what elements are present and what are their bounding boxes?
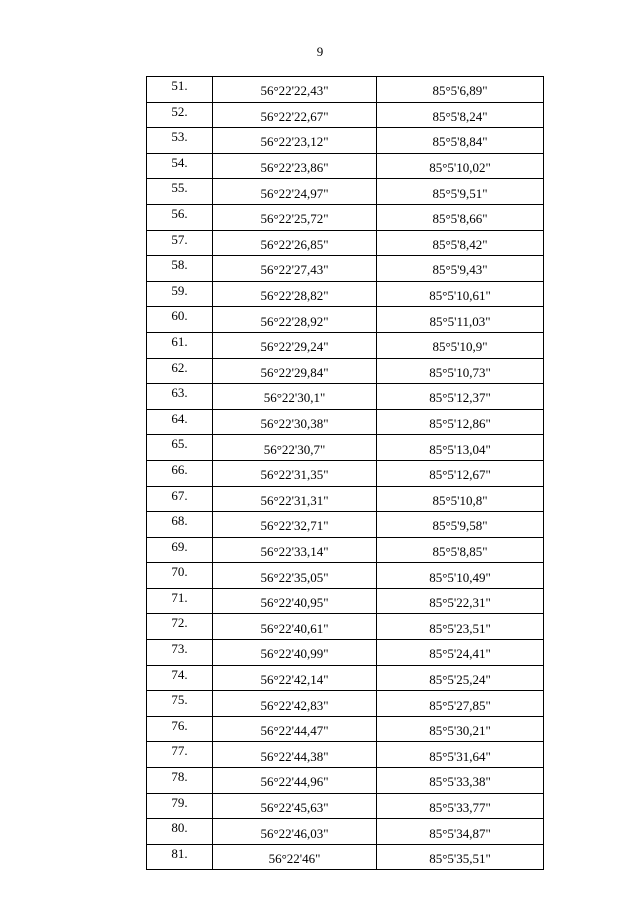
point-number: 79. xyxy=(147,793,213,819)
point-number: 76. xyxy=(147,716,213,742)
longitude-cell xyxy=(377,332,544,358)
latitude-value: 56°22'24,97" xyxy=(260,185,329,201)
longitude-cell xyxy=(377,844,544,870)
page-number: 9 xyxy=(316,44,324,59)
longitude-value: 85°5'13,04" xyxy=(429,441,491,457)
latitude-value: 56°22'22,67" xyxy=(260,108,329,124)
latitude-cell xyxy=(213,204,377,230)
latitude-value: 56°22'30,1" xyxy=(263,390,326,406)
table-row xyxy=(147,742,544,768)
latitude-cell xyxy=(213,614,377,640)
latitude-cell xyxy=(213,460,377,486)
longitude-cell xyxy=(377,179,544,205)
longitude-cell xyxy=(377,409,544,435)
longitude-cell xyxy=(377,512,544,538)
longitude-value: 85°5'10,49" xyxy=(429,569,491,585)
latitude-value: 56°22'26,85" xyxy=(260,236,329,252)
point-number: 74. xyxy=(147,665,213,691)
latitude-cell xyxy=(213,793,377,819)
latitude-value: 56°22'29,84" xyxy=(260,364,329,380)
latitude-cell xyxy=(213,537,377,563)
longitude-value: 85°5'9,43" xyxy=(432,262,488,278)
longitude-value: 85°5'8,24" xyxy=(432,108,488,124)
point-number: 73. xyxy=(147,640,213,666)
latitude-value: 56°22'44,47" xyxy=(260,723,329,739)
longitude-value: 85°5'11,03" xyxy=(429,313,491,329)
longitude-value: 85°5'8,85" xyxy=(432,543,488,559)
table-row xyxy=(147,128,544,154)
latitude-value: 56°22'23,12" xyxy=(260,134,329,150)
point-number: 69. xyxy=(147,537,213,563)
table-row xyxy=(147,537,544,563)
longitude-cell xyxy=(377,691,544,717)
latitude-value: 56°22'27,43" xyxy=(260,262,329,278)
latitude-cell xyxy=(213,640,377,666)
table-row xyxy=(147,665,544,691)
longitude-value: 85°5'22,31" xyxy=(429,595,491,611)
point-number: 52. xyxy=(147,102,213,128)
latitude-value: 56°22'46" xyxy=(268,851,321,867)
latitude-value: 56°22'40,61" xyxy=(260,620,329,636)
longitude-cell xyxy=(377,128,544,154)
point-number: 59. xyxy=(147,281,213,307)
latitude-cell xyxy=(213,435,377,461)
coordinates-table xyxy=(146,76,544,870)
longitude-cell xyxy=(377,665,544,691)
latitude-value: 56°22'25,72" xyxy=(260,211,329,227)
latitude-value: 56°22'35,05" xyxy=(260,569,329,585)
longitude-cell xyxy=(377,640,544,666)
longitude-cell xyxy=(377,793,544,819)
latitude-value: 56°22'31,35" xyxy=(260,467,329,483)
point-number: 78. xyxy=(147,768,213,794)
table-row xyxy=(147,179,544,205)
latitude-cell xyxy=(213,409,377,435)
latitude-value: 56°22'32,71" xyxy=(260,518,329,534)
point-number: 77. xyxy=(147,742,213,768)
table-row xyxy=(147,793,544,819)
latitude-value: 56°22'45,63" xyxy=(260,799,329,815)
longitude-value: 85°5'35,51" xyxy=(429,851,491,867)
longitude-cell xyxy=(377,384,544,410)
longitude-cell xyxy=(377,256,544,282)
table-row xyxy=(147,77,544,103)
latitude-cell xyxy=(213,153,377,179)
longitude-value: 85°5'10,02" xyxy=(429,160,491,176)
longitude-value: 85°5'12,67" xyxy=(429,467,491,483)
latitude-value: 56°22'42,14" xyxy=(260,671,329,687)
table-row xyxy=(147,230,544,256)
latitude-cell xyxy=(213,230,377,256)
point-number: 80. xyxy=(147,819,213,845)
point-number: 55. xyxy=(147,179,213,205)
latitude-cell xyxy=(213,665,377,691)
longitude-cell xyxy=(377,742,544,768)
latitude-cell xyxy=(213,77,377,103)
latitude-value: 56°22'23,86" xyxy=(260,160,329,176)
longitude-cell xyxy=(377,768,544,794)
table-row xyxy=(147,409,544,435)
point-number: 72. xyxy=(147,614,213,640)
longitude-cell xyxy=(377,486,544,512)
longitude-value: 85°5'10,9" xyxy=(432,339,488,355)
latitude-cell xyxy=(213,819,377,845)
latitude-cell xyxy=(213,563,377,589)
longitude-value: 85°5'12,37" xyxy=(429,390,491,406)
longitude-cell xyxy=(377,77,544,103)
longitude-value: 85°5'33,77" xyxy=(429,799,491,815)
latitude-value: 56°22'28,82" xyxy=(260,288,329,304)
latitude-value: 56°22'46,03" xyxy=(260,825,329,841)
latitude-cell xyxy=(213,691,377,717)
table-row xyxy=(147,563,544,589)
longitude-value: 85°5'8,84" xyxy=(432,134,488,150)
longitude-cell xyxy=(377,614,544,640)
latitude-cell xyxy=(213,844,377,870)
point-number: 60. xyxy=(147,307,213,333)
table-row xyxy=(147,384,544,410)
latitude-value: 56°22'40,95" xyxy=(260,595,329,611)
point-number: 64. xyxy=(147,409,213,435)
latitude-cell xyxy=(213,486,377,512)
longitude-value: 85°5'25,24" xyxy=(429,671,491,687)
table-row xyxy=(147,460,544,486)
table-row xyxy=(147,358,544,384)
table-row xyxy=(147,614,544,640)
longitude-value: 85°5'8,42" xyxy=(432,236,488,252)
longitude-value: 85°5'9,58" xyxy=(432,518,488,534)
longitude-value: 85°5'12,86" xyxy=(429,416,491,432)
table-row xyxy=(147,844,544,870)
table-row xyxy=(147,716,544,742)
latitude-value: 56°22'28,92" xyxy=(260,313,329,329)
longitude-value: 85°5'27,85" xyxy=(429,697,491,713)
point-number: 61. xyxy=(147,332,213,358)
table-row xyxy=(147,768,544,794)
longitude-cell xyxy=(377,563,544,589)
table-row xyxy=(147,153,544,179)
longitude-value: 85°5'30,21" xyxy=(429,723,491,739)
latitude-cell xyxy=(213,307,377,333)
longitude-cell xyxy=(377,588,544,614)
point-number: 62. xyxy=(147,358,213,384)
point-number: 58. xyxy=(147,256,213,282)
point-number: 63. xyxy=(147,384,213,410)
longitude-cell xyxy=(377,716,544,742)
table-row xyxy=(147,640,544,666)
longitude-value: 85°5'31,64" xyxy=(429,748,491,764)
longitude-value: 85°5'33,38" xyxy=(429,774,491,790)
point-number: 68. xyxy=(147,512,213,538)
longitude-value: 85°5'10,61" xyxy=(429,288,491,304)
table-row xyxy=(147,691,544,717)
longitude-cell xyxy=(377,819,544,845)
point-number: 81. xyxy=(147,844,213,870)
table-row xyxy=(147,819,544,845)
latitude-cell xyxy=(213,128,377,154)
longitude-cell xyxy=(377,204,544,230)
longitude-value: 85°5'8,66" xyxy=(432,211,488,227)
coordinates-table-body xyxy=(147,77,544,870)
longitude-value: 85°5'23,51" xyxy=(429,620,491,636)
longitude-cell xyxy=(377,537,544,563)
table-row xyxy=(147,486,544,512)
latitude-value: 56°22'22,43" xyxy=(260,83,329,99)
longitude-cell xyxy=(377,153,544,179)
table-row xyxy=(147,256,544,282)
point-number: 54. xyxy=(147,153,213,179)
latitude-value: 56°22'44,96" xyxy=(260,774,329,790)
point-number: 75. xyxy=(147,691,213,717)
point-number: 66. xyxy=(147,460,213,486)
latitude-cell xyxy=(213,716,377,742)
latitude-value: 56°22'42,83" xyxy=(260,697,329,713)
longitude-cell xyxy=(377,307,544,333)
longitude-value: 85°5'34,87" xyxy=(429,825,491,841)
point-number: 56. xyxy=(147,204,213,230)
latitude-value: 56°22'33,14" xyxy=(260,543,329,559)
latitude-cell xyxy=(213,358,377,384)
latitude-cell xyxy=(213,384,377,410)
latitude-cell xyxy=(213,281,377,307)
point-number: 65. xyxy=(147,435,213,461)
longitude-value: 85°5'6,89" xyxy=(432,83,488,99)
latitude-cell xyxy=(213,179,377,205)
longitude-cell xyxy=(377,358,544,384)
longitude-cell xyxy=(377,460,544,486)
table-row xyxy=(147,512,544,538)
point-number: 71. xyxy=(147,588,213,614)
point-number: 57. xyxy=(147,230,213,256)
latitude-cell xyxy=(213,588,377,614)
latitude-cell xyxy=(213,742,377,768)
table-row xyxy=(147,204,544,230)
latitude-value: 56°22'40,99" xyxy=(260,646,329,662)
longitude-value: 85°5'10,8" xyxy=(432,492,488,508)
longitude-value: 85°5'24,41" xyxy=(429,646,491,662)
point-number: 53. xyxy=(147,128,213,154)
latitude-cell xyxy=(213,512,377,538)
latitude-value: 56°22'30,38" xyxy=(260,416,329,432)
longitude-cell xyxy=(377,281,544,307)
table-row xyxy=(147,588,544,614)
longitude-value: 85°5'10,73" xyxy=(429,364,491,380)
longitude-cell xyxy=(377,102,544,128)
table-row xyxy=(147,435,544,461)
latitude-value: 56°22'30,7" xyxy=(263,441,326,457)
latitude-cell xyxy=(213,768,377,794)
longitude-cell xyxy=(377,230,544,256)
table-row xyxy=(147,281,544,307)
point-number: 51. xyxy=(147,77,213,103)
latitude-value: 56°22'29,24" xyxy=(260,339,329,355)
latitude-value: 56°22'31,31" xyxy=(260,492,329,508)
latitude-value: 56°22'44,38" xyxy=(260,748,329,764)
latitude-cell xyxy=(213,256,377,282)
latitude-cell xyxy=(213,102,377,128)
longitude-value: 85°5'9,51" xyxy=(432,185,488,201)
longitude-cell xyxy=(377,435,544,461)
latitude-cell xyxy=(213,332,377,358)
point-number: 70. xyxy=(147,563,213,589)
point-number: 67. xyxy=(147,486,213,512)
table-row xyxy=(147,102,544,128)
table-row xyxy=(147,332,544,358)
table-row xyxy=(147,307,544,333)
